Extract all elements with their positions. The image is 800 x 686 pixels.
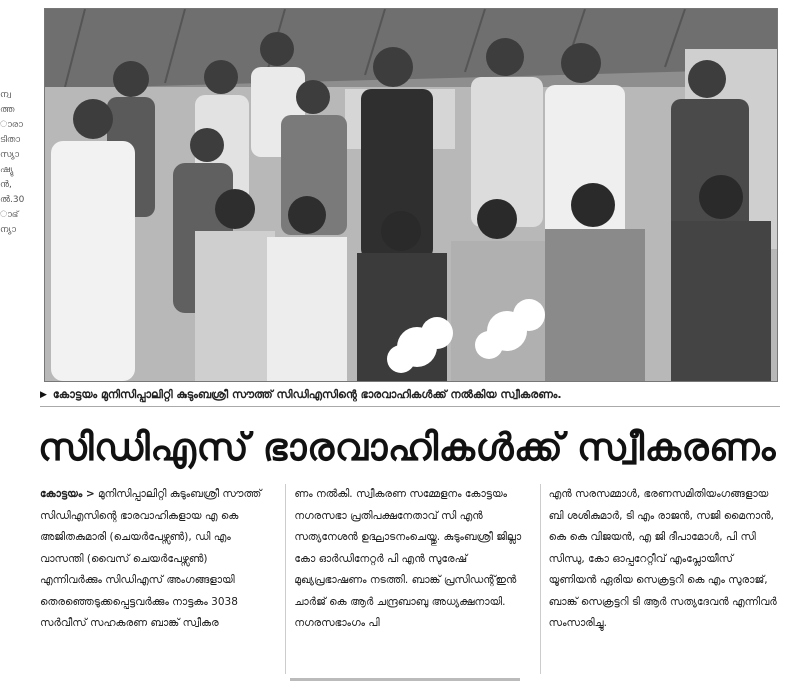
photo-caption: [40, 384, 780, 407]
article-headline: സിഡിഎസ് ഭാരവാഹികൾക്ക് സ്വീകരണം: [38, 425, 776, 469]
body-text: ണം നൽകി. സ്വീകരണ സമ്മേളനം കോട്ടയം നഗരസഭാ പ്രതിപക്ഷനേതാവ് സി എൻ സത്യനേശൻ ഉദ്ഘാടനംചെയ്തു. കുടുംബശ്രീ ജില്ലാ കോ ഓർഡിനേറ്റർ പി എൻ സുരേഷ് മുഖ്യപ്രഭാഷണം നടത്തി. ബാങ്ക് പ്രസിഡന്റ്ഇൻ ചാർജ് കെ ആർ ചന്ദ്രബാബു അധ്യക്ഷനായി. നഗരസഭാംഗം പി: [294, 488, 522, 629]
body-column-2: [285, 484, 525, 674]
body-column-3: [540, 484, 780, 674]
prev-line: ന്വ: [0, 90, 11, 100]
prev-line: ൻ,: [0, 180, 12, 190]
prev-line: ാഭ്: [0, 210, 19, 220]
caption-arrow-icon: ▶: [40, 390, 47, 400]
prev-line: ഷ്യു: [0, 165, 14, 175]
prev-line: സ്യാ: [0, 150, 20, 160]
body-column-1: [40, 484, 271, 674]
caption-text: കോട്ടയം മുനിസിപ്പാലിറ്റി കുടുംബശ്രീ സൗത്ത് സിഡിഎസിന്റെ ഭാരവാഹികൾക്ക് നൽകിയ സ്വീകരണം.: [52, 388, 562, 401]
previous-column-fragment: [0, 88, 30, 238]
prev-line: ാരാ: [0, 120, 23, 130]
body-text: മുനിസിപ്പാലിറ്റി കുടുംബശ്രീ സൗത്ത് സിഡിഎസിന്റെ ഭാരവാഹികളായ എ കെ അജിതകുമാരി (ചെയർപേഴ്സൺ), ഡി എം വാസന്തി (വൈസ് ചെയർപേഴ്സൺ) എന്നിവർക്കും സിഡിഎസ് അംഗങ്ങളായി തെരഞ്ഞെടുക്കപ്പെട്ടവർക്കും നാട്ടകം 3038 സർവീസ് സഹകരണ ബാങ്ക് സ്വീകര: [40, 488, 262, 629]
article-body: [40, 484, 780, 674]
dateline: കോട്ടയം >: [40, 488, 95, 500]
body-text: എൻ സരസമ്മാൾ, ഭരണസമിതിയംഗങ്ങളായ ബി ശശികുമാർ, ടി എം രാജൻ, സജി മൈനാൻ, കെ കെ വിജയൻ, എ ജി ദീപാമോൾ, പി സി സിന്ധു, കോ ഓപ്പറേറ്റീവ് എംപ്ലോയീസ് യൂണിയൻ ഏരിയ സെക്രട്ടറി കെ എം സുരാജ്, ബാങ്ക് സെക്രട്ടറി ടി ആർ സത്യദേവൻ എന്നിവർ സംസാരിച്ചു.: [548, 488, 777, 629]
prev-line: ൽ.30: [0, 195, 25, 205]
prev-line: ന്യാ: [0, 225, 16, 235]
divider: [290, 678, 520, 681]
prev-line: ത്ത: [0, 105, 15, 115]
prev-line: ടിതാ: [0, 135, 21, 145]
group-photo: [44, 8, 778, 382]
